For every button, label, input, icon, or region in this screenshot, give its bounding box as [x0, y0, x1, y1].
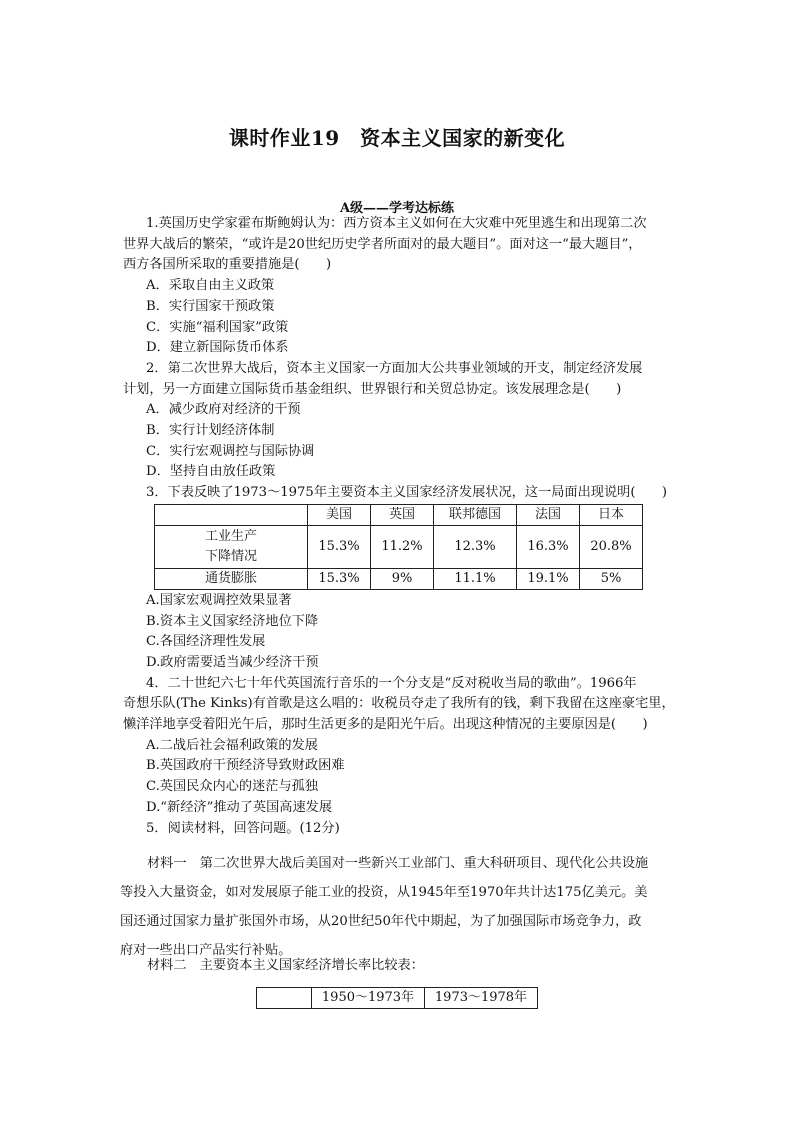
table-cell: 11.1% [434, 568, 517, 589]
q4-line: 懒洋洋地享受着阳光午后，那时生活更多的是阳光午后。出现这种情况的主要原因是( ) [123, 717, 648, 733]
questions-body [123, 214, 686, 839]
section-heading: A级——学考达标练 [339, 201, 455, 216]
q3-table [154, 504, 643, 590]
q1-option: D．建立新国际货币体系 [146, 340, 289, 356]
growth-rate-table [256, 987, 538, 1009]
table-cell: 5% [580, 568, 643, 589]
table-cell: 20.8% [580, 525, 643, 568]
table-header-cell: 1950～1973年 [312, 988, 425, 1009]
q1-option: A．采取自由主义政策 [146, 278, 275, 294]
table-header-cell: 日本 [580, 504, 643, 525]
table-header-cell: 1973～1978年 [425, 988, 538, 1009]
table-header-cell: 法国 [517, 504, 580, 525]
table-row-label [155, 525, 308, 568]
row-label-line: 下降情况 [204, 548, 257, 564]
q3-stem: 3．下表反映了1973～1975年主要资本主义国家经济发展状况，这一局面出现说明( ) [146, 485, 667, 501]
table-cell: 9% [371, 568, 434, 589]
q2-line: 2．第二次世界大战后，资本主义国家一方面加大公共事业领域的开支，制定经济发展 [146, 360, 643, 376]
table-cell: 19.1% [517, 568, 580, 589]
material-line: 材料一 第二次世界大战后美国对一些新兴工业部门、重大科研项目、现代化公共设施 [147, 856, 649, 871]
table-cell: 15.3% [308, 568, 371, 589]
q4-line: 奇想乐队(The Kinks)有首歌是这么唱的：收税员夺走了我所有的钱，剩下我留在这座豪宅里， [123, 696, 675, 712]
q2-option: C．实行宏观调控与国际协调 [146, 443, 315, 459]
table-header-cell [257, 988, 312, 1009]
q4-line: 4．二十世纪六七十年代英国流行音乐的一个分支是“反对税收当局的歌曲”。1966年 [146, 675, 637, 691]
material-line: 国还通过国家力量扩张国外市场，从20世纪50年代中期起，为了加强国际市场竞争力，政 [120, 914, 642, 929]
q2-line: 计划，另一方面建立国际货币基金组织、世界银行和关贸总协定。该发展理念是( ) [123, 381, 622, 397]
q3-option: C.各国经济理性发展 [146, 634, 266, 650]
material-line: 材料二 主要资本主义国家经济增长率比较表： [147, 958, 424, 973]
q1-line: 1.英国历史学家霍布斯鲍姆认为：西方资本主义如何在大灾难中死里逃生和出现第二次 [146, 216, 647, 231]
q1-line: 世界大战后的繁荣，“或许是20世纪历史学者所面对的最大题目”。面对这一“最大题目”， [123, 236, 642, 252]
table-header-cell: 联邦德国 [434, 504, 517, 525]
q3-option: D.政府需要适当减少经济干预 [146, 654, 319, 670]
table-header-cell [155, 504, 308, 525]
q2-option: B．实行计划经济体制 [146, 423, 275, 439]
q1-line: 西方各国所采取的重要措施是( ) [123, 257, 332, 273]
q3-option: B.资本主义国家经济地位下降 [146, 613, 319, 629]
table-cell: 16.3% [517, 525, 580, 568]
table-header-cell: 英国 [371, 504, 434, 525]
page-title: 课时作业19 资本主义国家的新变化 [228, 126, 566, 150]
table-cell: 12.3% [434, 525, 517, 568]
q3-option: A.国家宏观调控效果显著 [146, 592, 292, 608]
material-line: 等投入大量资金，如对发展原子能工业的投资，从1945年至1970年共计达175亿美元。美 [120, 885, 648, 900]
table-cell: 11.2% [371, 525, 434, 568]
material-two [120, 956, 676, 976]
q2-option: D．坚持自由放任政策 [146, 464, 276, 480]
q4-option: A.二战后社会福利政策的发展 [146, 737, 318, 753]
row-label-line: 工业生产 [204, 528, 257, 544]
q2-option: A．减少政府对经济的干预 [146, 402, 301, 418]
q4-option: B.英国政府干预经济导致财政困难 [146, 758, 345, 774]
table-cell: 15.3% [308, 525, 371, 568]
table-row-label: 通货膨胀 [155, 568, 308, 589]
material-line: 府对一些出口产品实行补贴。 [120, 943, 292, 958]
q1-option: B．实行国家干预政策 [146, 298, 275, 314]
q5-stem: 5．阅读材料，回答问题。(12分) [146, 820, 340, 836]
q4-option: C.英国民众内心的迷茫与孤独 [146, 779, 319, 795]
q4-option: D.“新经济”推动了英国高速发展 [146, 799, 333, 815]
q1-option: C．实施“福利国家”政策 [146, 319, 289, 335]
material-one [120, 849, 676, 965]
table-header-cell: 美国 [308, 504, 371, 525]
